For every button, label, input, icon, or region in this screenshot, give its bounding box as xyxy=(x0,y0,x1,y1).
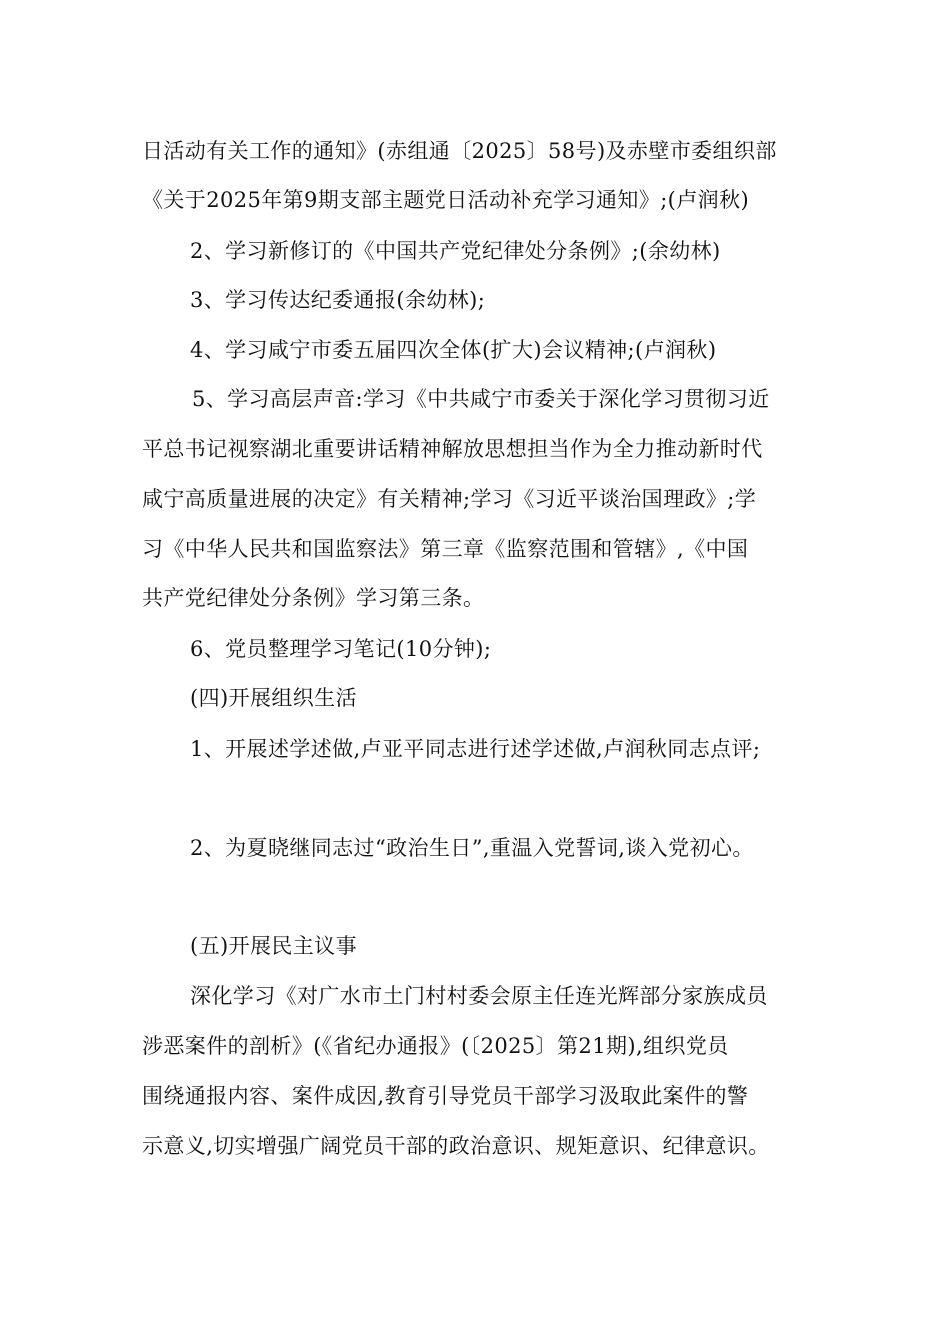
text-line-11: 6、党员整理学习笔记(10分钟); xyxy=(190,637,492,661)
text-line-14: 深化学习《对广水市土门村村委会原主任连光辉部分家族成员 xyxy=(190,984,768,1008)
text-line-15: 涉恶案件的剖析》(《省纪办通报》(〔2025〕第21期),组织党员 xyxy=(142,1034,729,1058)
text-line-9: 习《中华人民共和国监察法》第三章《监察范围和管辖》,《中国 xyxy=(142,537,749,561)
text-line-4: 3、学习传达纪委通报(余幼林); xyxy=(190,288,486,312)
text-line-3: 2、学习新修订的《中国共产党纪律处分条例》;(余幼林) xyxy=(190,239,721,263)
text-line-16: 围绕通报内容、案件成因,教育引导党员干部学习汲取此案件的警 xyxy=(142,1084,749,1108)
section-heading-4: (四)开展组织生活 xyxy=(190,686,357,710)
text-line-1: 日活动有关工作的通知》(赤组通〔2025〕58号)及赤壁市委组织部 xyxy=(142,139,777,163)
text-line-13: 2、为夏晓继同志过“政治生日”,重温入党誓词,谈入党初心。 xyxy=(190,836,754,860)
text-line-7: 平总书记视察湖北重要讲话精神解放思想担当作为全力推动新时代 xyxy=(142,437,763,461)
text-line-10: 共产党纪律处分条例》学习第三条。 xyxy=(142,586,485,610)
text-line-17: 示意义,切实增强广阔党员干部的政治意识、规矩意识、纪律意识。 xyxy=(142,1134,770,1158)
text-line-8: 咸宁高质量进展的决定》有关精神;学习《习近平谈治国理政》;学 xyxy=(142,487,757,511)
text-line-12: 1、开展述学述做,卢亚平同志进行述学述做,卢润秋同志点评; xyxy=(190,737,761,761)
text-line-6: 5、学习高层声音:学习《中共咸宁市委关于深化学习贯彻习近 xyxy=(192,387,770,411)
text-line-5: 4、学习咸宁市委五届四次全体(扩大)会议精神;(卢润秋) xyxy=(190,338,717,362)
section-heading-5: (五)开展民主议事 xyxy=(190,934,357,958)
text-line-2: 《关于2025年第9期支部主题党日活动补充学习通知》;(卢润秋) xyxy=(142,188,750,212)
